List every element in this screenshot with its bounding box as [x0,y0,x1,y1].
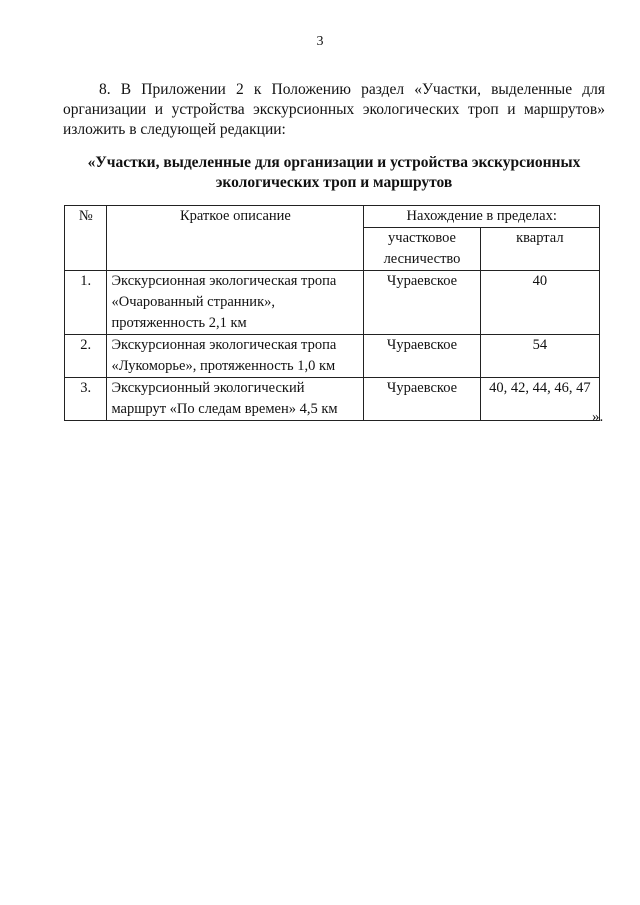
header-quarter: квартал [480,228,599,271]
intro-paragraph: 8. В Приложении 2 к Положению раздел «Участки, выделенные для организации и устройства экскурсионных экологических троп и маршрутов» изложить в следующей редакции: [63,80,605,138]
row-number: 2. [65,335,107,378]
row-quarter: 54 [480,335,599,378]
header-location: Нахождение в пределах: [364,206,600,228]
row-forestry: Чураевское [364,271,480,335]
row-number: 3. [65,378,107,421]
row-description: Экскурсионная экологическая тропа «Лукоморье», протяженность 1,0 км [107,335,364,378]
row-description: Экскурсионная экологическая тропа «Очарованный странник», протяженность 2,1 км [107,271,364,335]
header-number: № [65,206,107,271]
header-forestry: участковое лесничество [364,228,480,271]
table-row [65,378,600,421]
row-quarter: 40 [480,271,599,335]
section-heading-line-2: экологических троп и маршрутов [215,174,453,191]
trails-table [64,205,600,421]
table-row [65,271,600,335]
header-description: Краткое описание [107,206,364,271]
row-forestry: Чураевское [364,378,480,421]
section-heading-line-1: «Участки, выделенные для организации и устройства экскурсионных [87,154,581,171]
closing-quote-mark: ». [592,409,604,425]
row-forestry: Чураевское [364,335,480,378]
page-number: 3 [316,34,324,49]
table-row [65,335,600,378]
row-quarter: 40, 42, 44, 46, 47 [480,378,599,421]
table-header-row [65,206,600,228]
row-description: Экскурсионный экологический маршрут «По следам времен» 4,5 км [107,378,364,421]
section-heading [63,153,605,193]
row-number: 1. [65,271,107,335]
